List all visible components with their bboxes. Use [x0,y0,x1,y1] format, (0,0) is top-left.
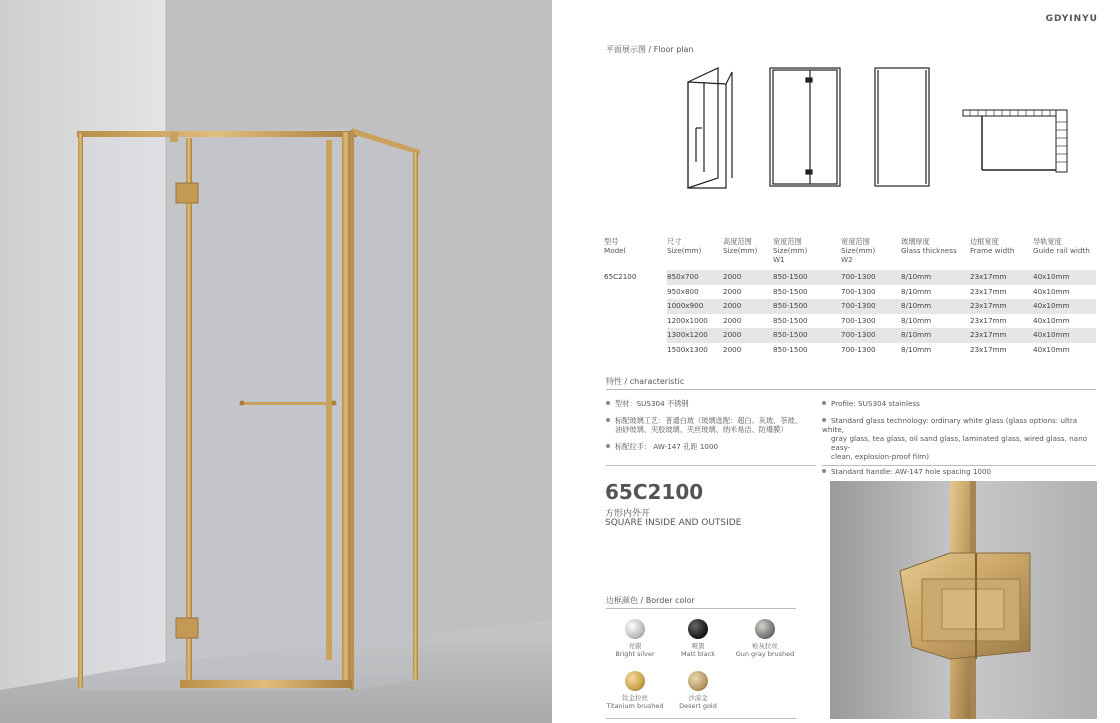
cell: 2000 [723,344,742,354]
feature-en-2c: clean, explosion-proof film) [831,452,929,461]
subtitle-en: SQUARE INSIDE AND OUTSIDE [605,518,742,528]
cell: 700-1300 [841,270,901,285]
cell: 850-1500 [773,286,808,296]
cell: 40x10mm [1033,299,1096,314]
cell: 850x700 [667,270,723,285]
color-ball [625,671,645,691]
feature-cn-2: 标配玻璃工艺：普通白玻（玻璃选配：超白、灰玻、茶玻、 [615,416,802,425]
cell: 8/10mm [901,299,970,314]
bullet-icon [822,418,826,422]
product-photo [0,0,552,723]
features-cn [606,399,821,451]
feature-en-2b: gray glass, tea glass, oil sand glass, laminated glass, wired glass, nano easy- [831,434,1088,452]
bullet-icon [822,469,826,473]
cell: 850-1500 [773,344,808,354]
cell: 40x10mm [1033,344,1070,354]
divider [822,465,1096,466]
color-name-cn: 亮银 [628,642,642,650]
color-ball [688,671,708,691]
color-name-cn: 哑黑 [691,642,705,650]
bullet-icon [606,418,610,422]
color-name-cn: 钛金拉丝 [622,694,648,702]
header-width-w1: 宽度范围 Size(mm) W1 [773,237,808,264]
model-cell: 65C2100 [604,272,637,281]
color-name-en: Gun gray brushed [735,650,795,658]
table-row [604,285,1096,300]
cell: 700-1300 [841,328,901,343]
floor-plan-title: 平面展示图 / Floor plan [606,45,694,54]
side-elevation-plan [875,68,929,186]
color-swatch-bright-silver [600,619,670,658]
cell: 23x17mm [970,299,1033,314]
cell: 23x17mm [970,270,1033,285]
cell: 2000 [723,315,742,325]
table-row [604,270,1096,285]
cell: 2000 [723,328,773,343]
cell: 23x17mm [970,344,1007,354]
color-swatch-matt-black [663,619,733,658]
feature-cn-2b: 油砂玻璃、夹胶玻璃、夹丝玻璃、纳米易洁、防爆膜） [615,425,788,434]
spec-table [604,237,1096,357]
cell: 700-1300 [841,315,876,325]
cell: 40x10mm [1033,286,1070,296]
header-rail: 导轨宽度 Guide rail width [1033,237,1090,255]
cell: 2000 [723,270,773,285]
header-glass: 玻璃厚度 Glass thickness [901,237,957,255]
cell: 8/10mm [901,315,932,325]
cell: 40x10mm [1033,270,1096,285]
characteristic-title: 特性 / characteristic [606,377,685,386]
cell: 1500x1300 [667,344,708,354]
color-ball [755,619,775,639]
subtitle-cn: 方形内外开 [605,509,651,519]
color-swatch-desert-gold [663,671,733,710]
header-frame: 边框宽度 Frame width [970,237,1015,255]
cell: 700-1300 [841,286,876,296]
color-swatch-titanium [600,671,670,710]
top-view-plan [963,110,1067,172]
color-name-en: Desert gold [679,702,717,710]
cell: 2000 [723,299,773,314]
cell: 850-1500 [773,315,808,325]
header-size: 尺寸 Size(mm) [667,237,702,255]
feature-en-1: Profile: SUS304 stainless [831,399,920,408]
divider [606,608,796,609]
cell: 8/10mm [901,328,970,343]
cell: 950x800 [667,286,699,296]
bullet-icon [822,401,826,405]
cell: 850-1500 [773,299,841,314]
table-row [604,314,1096,329]
feature-cn-3: 标配拉手： AW-147 孔距 1000 [615,442,719,451]
cell: 8/10mm [901,270,970,285]
color-name-en: Bright silver [615,650,655,658]
bullet-icon [606,401,610,405]
front-elevation-plan [770,68,840,186]
color-name-en: Titanium brushed [606,702,664,710]
cell: 8/10mm [901,344,932,354]
cell: 850-1500 [773,270,841,285]
cell: 700-1300 [841,299,901,314]
bullet-icon [606,444,610,448]
color-ball [625,619,645,639]
header-model: 型号 Model [604,237,626,255]
color-name-en: Matt black [680,650,715,658]
cell: 40x10mm [1033,328,1096,343]
table-row [604,299,1096,314]
floor-plan-drawings [680,62,1100,197]
cell: 23x17mm [970,328,1033,343]
divider [606,718,796,719]
divider [606,465,816,466]
cell: 2000 [723,286,742,296]
color-swatch-gun-gray [730,619,800,658]
cell: 1000x900 [667,299,723,314]
cell: 40x10mm [1033,315,1070,325]
hinge-detail-photo [830,481,1097,719]
cell: 850-1500 [773,328,841,343]
divider [606,389,1096,390]
table-row [604,343,1096,358]
feature-en-3: Standard handle: AW-147 hole spacing 1000 [831,467,992,476]
header-width-w2: 宽度范围 Size(mm) W2 [841,237,876,264]
model-number: 65C2100 [605,480,704,504]
cell: 8/10mm [901,286,932,296]
cell: 700-1300 [841,344,876,354]
spec-header-row [604,237,1096,270]
header-height: 高度范围 Size(mm) [723,237,758,255]
feature-en-2: Standard glass technology: ordinary white glass (glass options: ultra white, [822,416,1078,434]
color-name-cn: 沙漠金 [688,694,708,702]
cell: 23x17mm [970,315,1007,325]
cell: 1300x1200 [667,328,723,343]
color-name-cn: 枪灰拉丝 [752,642,778,650]
feature-cn-1: 型材：SUS304 不锈钢 [615,399,689,408]
border-color-title: 边框颜色 / Border color [606,596,695,605]
cell: 23x17mm [970,286,1007,296]
perspective-plan [688,68,732,188]
color-ball [688,619,708,639]
brand-logo: GDYINYU [1045,14,1098,24]
cell: 1200x1000 [667,315,708,325]
table-row [604,328,1096,343]
